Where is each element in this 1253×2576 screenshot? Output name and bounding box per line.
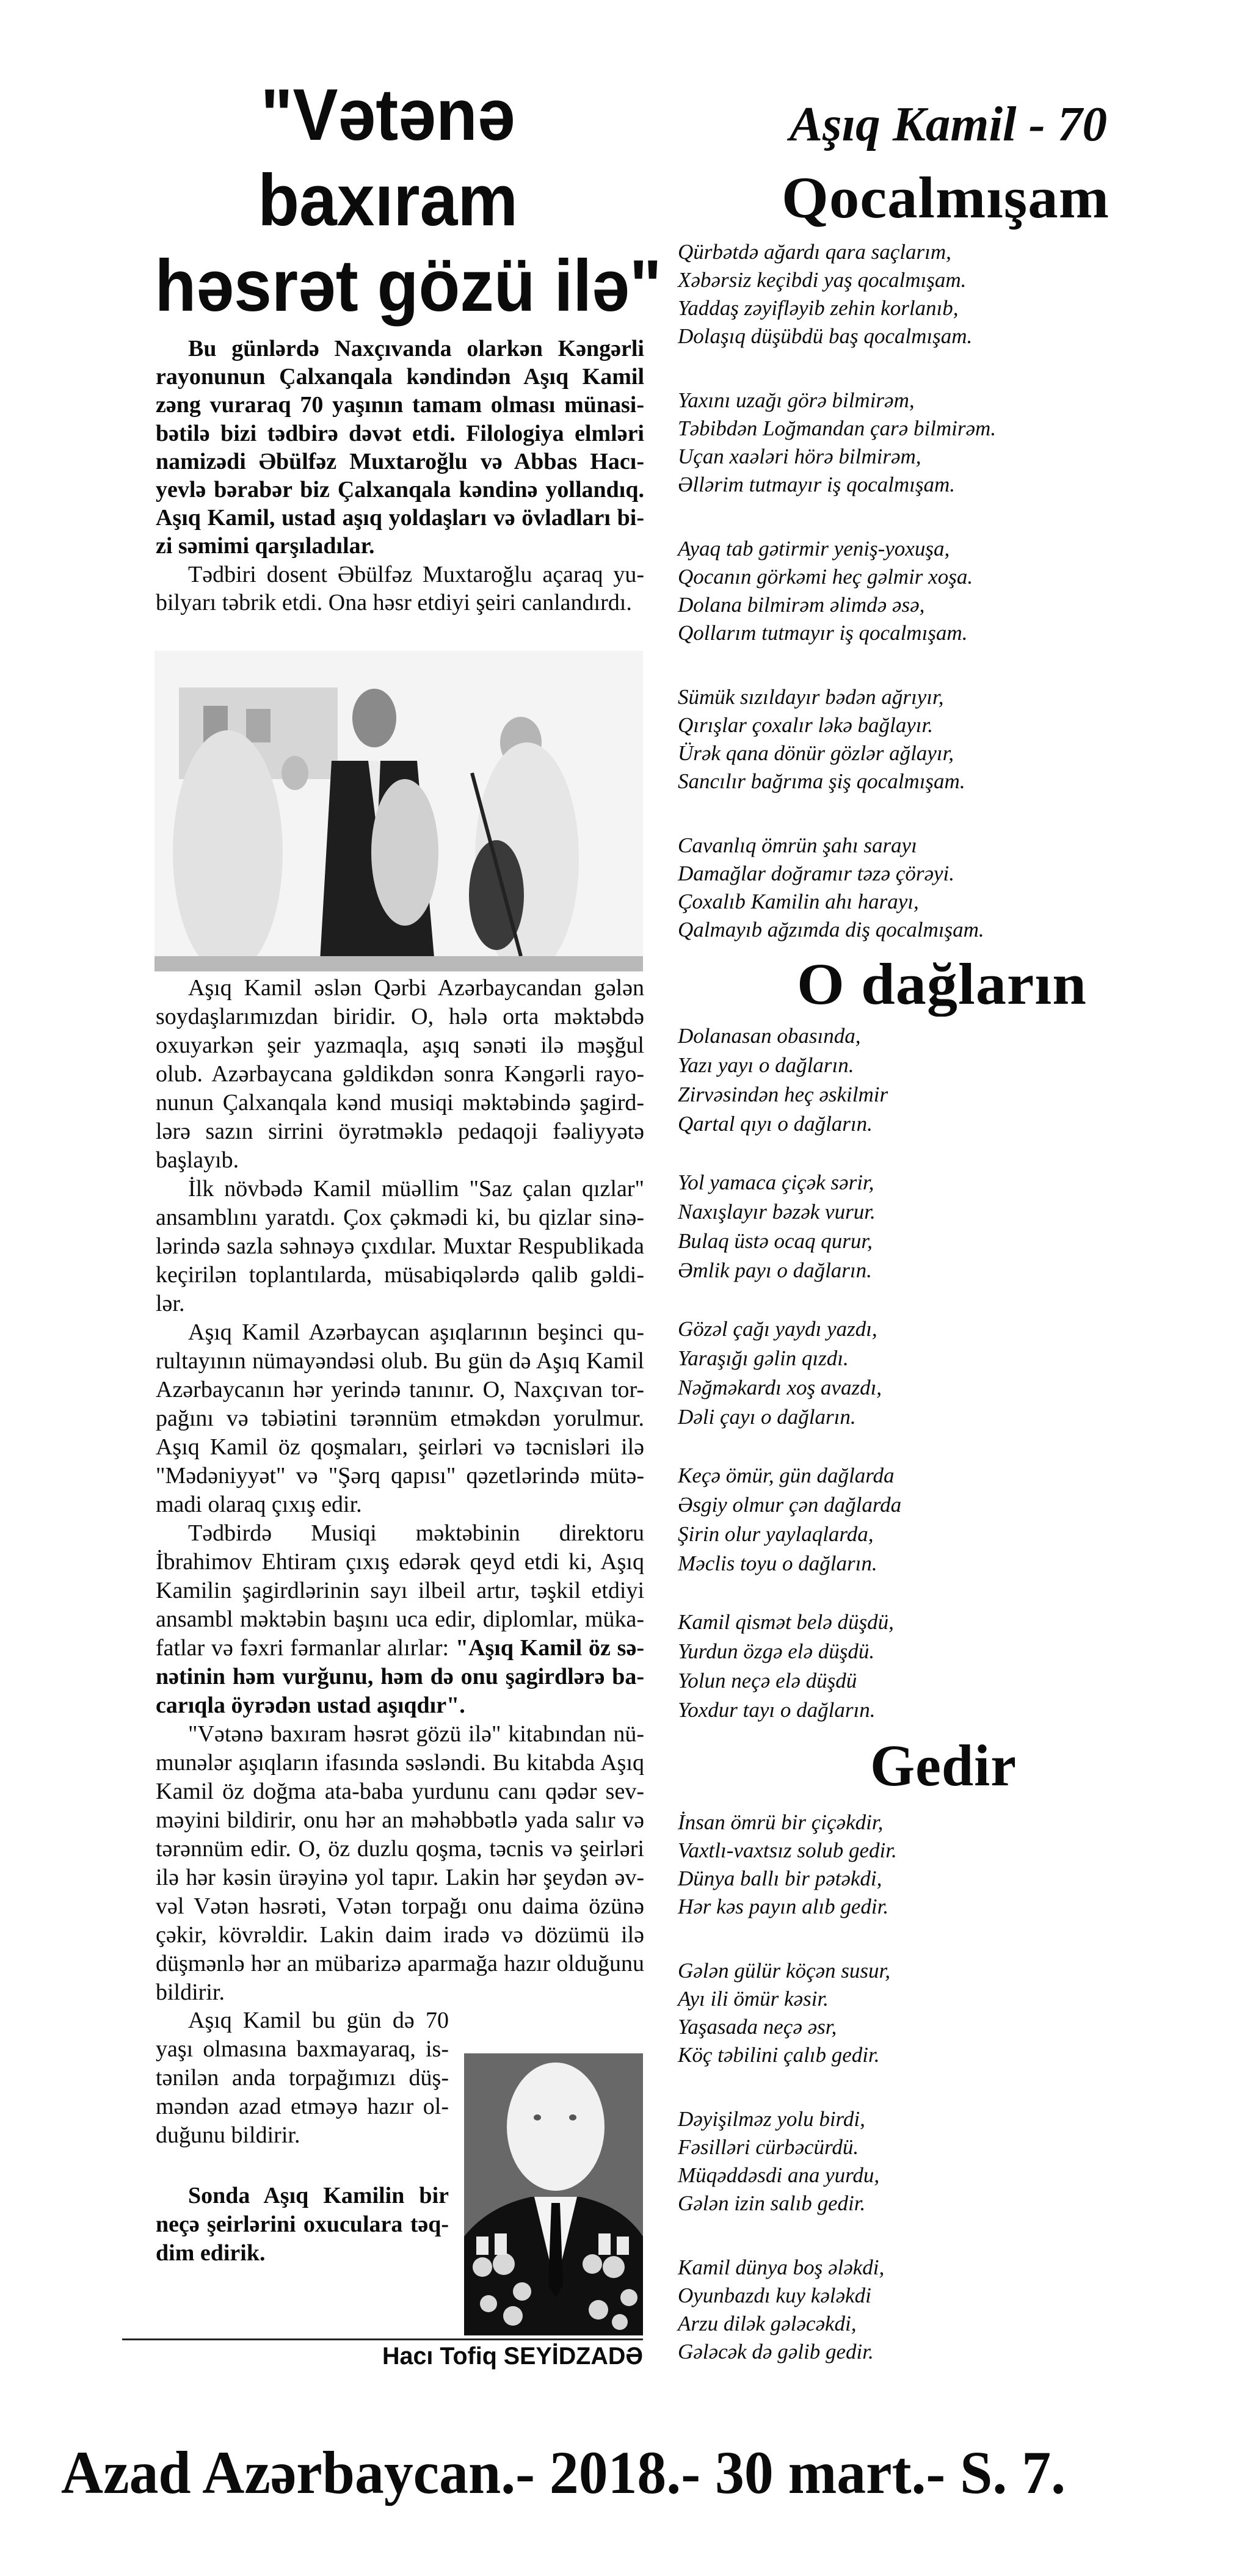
text-line: oxuyarkən şeir yazmaqla, aşıq sənəti ilə məşğul [156,1032,644,1058]
text-line: tənilən anda torpağımızı düş- [156,2065,449,2091]
poem-line: Xəbərsiz keçibdi yaş qocalmışam. [678,268,967,292]
poem-line: Keçə ömür, gün dağlarda [678,1464,895,1487]
portrait-photo-image [464,2053,643,2335]
poem-line: Hər kəs payın alıb gedir. [678,1895,889,1918]
poems-header-text: Aşıq Kamil - 70 [790,98,1107,151]
article-conclusion [156,2006,449,2268]
poem-line: Gələn gülür köçən susur, [678,1959,891,1983]
text-line: tərənnüm edir. O, öz duzlu qoşma, təcnis və şeirləri [156,1836,644,1862]
text-line: Tədbiri dosent Əbülfəz Muxtaroğlu açaraq yu- [188,561,644,587]
text-line: lərə sazın sirrini öyrətməklə pedaqoji fəaliyyətə [156,1119,644,1144]
poem-line: Damağlar doğramır təzə çörəyi. [678,862,955,885]
text-line: neçə şeirlərini oxuculara təq- [156,2211,449,2237]
poem-line: Yoxdur tayı o dağların. [678,1698,876,1722]
text-segment: fatlar və fəxri fərmanlar alırlar: [156,1635,456,1661]
poem-line: Dolanasan obasında, [678,1024,861,1048]
text-line: Azərbaycanın hər yerində tanınır. O, Naxçıvan tor- [156,1377,644,1402]
poem-line: Dəli çayı o dağların. [678,1405,856,1429]
poem-line: Ayı ili ömür kəsir. [678,1987,829,2011]
stanza [678,1809,1142,1921]
poem-line: Əllərim tutmayır iş qocalmışam. [678,473,956,496]
event-photo [154,651,643,971]
poem-line: Əmlik payı o dağların. [678,1258,872,1282]
poem-title: O dağların [797,951,1087,1017]
text-line: olub. Azərbaycana gəldikdən sonra Kəngərli rayo- [156,1061,644,1087]
source-citation [61,2436,1111,2509]
text-line: lər. [156,1291,185,1316]
poem-line: Uçan xaələri hörə bilmirəm, [678,444,921,468]
paragraph [156,561,644,617]
article-title-line: həsrət gözü ilə" [154,245,662,327]
article-title-line: baxıram [258,159,518,241]
paragraph [156,2006,449,2150]
stanza [678,535,1142,647]
poem-line: Təbibdən Loğmandan çarə bilmirəm. [678,416,997,440]
text-line: lərində sazla səhnəyə çıxdılar. Muxtar Respublikada [156,1233,644,1259]
poem-line: Fəsilləri cürbəcürdü. [678,2135,859,2159]
poem-line: Yurdun özgə elə düşdü. [678,1639,875,1663]
text-line: duğunu bildirir. [156,2122,300,2148]
poem-line: Bulaq üstə ocaq qurur, [678,1229,873,1253]
text-line: Aşıq Kamil, ustad aşıq yoldaşları və övladları bi- [156,505,644,531]
poem-title: Gedir [870,1733,1017,1798]
poem-line: Kamil dünya boş ələkdi, [678,2255,885,2279]
poem-line: Gələn izin salıb gedir. [678,2191,866,2215]
poem-line: Kamil qismət belə düşdü, [678,1610,894,1634]
poem-line: Gözəl çağı yaydı yazdı, [678,1317,877,1341]
text-line: Sonda Aşıq Kamilin bir [188,2183,449,2208]
author-name: Hacı Tofiq SEYİDZADƏ [382,2343,643,2370]
text-line: pağını və təbiətini tərənnüm etməkdən yorulmur. [156,1406,644,1431]
poem-title: Qocalmışam [782,165,1110,230]
poem-line: Sümük sızıldayır bədən ağrıyır, [678,685,944,709]
poem-line: Məclis toyu o dağların. [678,1551,877,1575]
poem-line: Qocanın görkəmi heç gəlmir xoşa. [678,565,973,589]
text-line: madi olaraq çıxış edir. [156,1492,362,1517]
poem-line: Müqəddəsdi ana yurdu, [678,2163,880,2187]
text-line: nunun Çalxanqala kənd musiqi məktəbində şagird- [156,1090,644,1116]
text-line: Aşıq Kamil əslən Qərbi Azərbaycandan gələn [188,975,644,1001]
article-intro [156,335,644,617]
text-line: İbrahimov Ehtiram çıxış edərək qeyd etdi ki, Aşıq [156,1549,644,1575]
poem-line: Dəyişilməz yolu birdi, [678,2107,865,2131]
poem-line: Yaşasada neçə əsr, [678,2015,837,2039]
event-photo-image [154,651,643,971]
poem-line: Ürək qana dönür gözlər ağlayır, [678,741,954,765]
stanza [678,1608,1142,1725]
author-byline [382,2342,643,2370]
poem-line: Yaddaş zəyifləyib zehin korlanıb, [678,296,959,320]
poem-line: Qalmayıb ağzımda diş qocalmışam. [678,918,984,942]
text-line: Aşıq Kamil öz qoşmaları, şeirləri və təcnisləri ilə [156,1434,644,1460]
paragraph [156,974,644,1175]
text-line: "Vətənə baxıram həsrət gözü ilə" kitabından nü- [188,1721,644,1747]
text-line: bətilə bizi tədbirə dəvət etdi. Filologiya elmləri [156,420,644,446]
poem-line: Köç təbilini çalıb gedir. [678,2043,880,2067]
text-line: vəl Vətən həsrəti, Vətən torpağı onu daima özünə [156,1893,644,1919]
text-line: məyini bildirir, onu hər an məhəbbətlə yada salır və [156,1807,644,1833]
poem-line: Yaraşığı gəlin qızdı. [678,1346,849,1370]
bold-quote-segment: nətinin həm vurğunu, həm də onu şagirdlərə ba- [156,1664,644,1689]
portrait-photo [464,2053,643,2335]
poem-line: Vaxtlı-vaxtsız solub gedir. [678,1838,897,1862]
poem-title-o-daglarin [797,950,1087,1018]
stanza [678,1957,1142,2069]
text-line [156,1691,644,1720]
poem-o-daglarin [678,1021,1142,1725]
stanza [678,1315,1142,1432]
stanza [678,683,1142,796]
text-line: munələr aşıqların ifasında səsləndi. Bu kitabda Aşıq [156,1750,644,1776]
poem-line: Naxışlayır bəzək vurur. [678,1200,876,1224]
stanza [678,1021,1142,1139]
stanza [678,386,1142,499]
paragraph [156,1519,644,1720]
text-line: Tədbirdə Musiqi məktəbinin direktoru [188,1520,644,1546]
stanza [678,238,1142,350]
article-title-line: "Vətənə [260,74,515,156]
text-line: Aşıq Kamil bu gün də 70 [188,2008,449,2033]
stanza [678,1461,1142,1578]
stanza [678,2254,1142,2366]
text-line: namizədi Əbülfəz Muxtaroğlu və Abbas Hacı- [156,448,644,474]
text-line [156,1634,644,1663]
text-line: başlayıb. [156,1147,239,1173]
poems-header [790,96,1107,153]
poem-line: Yol yamaca çiçək sərir, [678,1170,874,1194]
text-line: Kamil öz doğma ata-baba yurdunu canı qədər sev- [156,1779,644,1804]
text-line: soydaşlarımızdan biridir. O, hələ orta məktəbdə [156,1004,644,1029]
source-citation-text: Azad Azərbaycan.- 2018.- 30 mart.- S. 7. [61,2439,1066,2506]
text-line: keçirilən toplantılarda, müsabiqələrdə qalib gəldi- [156,1262,644,1288]
author-divider [122,2338,643,2340]
poem-line: Arzu dilək gələcəkdi, [678,2312,857,2335]
poem-line: Dünya ballı bir pətəkdi, [678,1867,882,1890]
text-line: yevlə bərabər biz Çalxanqala kəndinə yollandıq. [156,476,644,503]
poem-line: Qartal qıyı o dağların. [678,1112,873,1136]
text-line: çəkir, kövrəldir. Lakin daim iradə və dözümü ilə [156,1922,644,1948]
text-line: İlk növbədə Kamil müəllim "Saz çalan qızlar" [188,1176,644,1202]
text-line: ansamblını yaratdı. Çox çəkmədi ki, bu qizlar sinə- [156,1205,644,1230]
poem-line: Qürbətdə ağardı qara saçlarım, [678,240,951,264]
poem-line: Cavanlıq ömrün şahı sarayı [678,833,917,857]
text-line: ilə hər kəsin ürəyinə yol tapır. Lakin hər şeydən əv- [156,1865,644,1890]
poem-title-qocalmisam [782,164,1110,232]
poem-line: Qırışlar çoxalır ləkə bağlayır. [678,713,934,737]
poem-line: Zirvəsindən heç əskilmir [678,1083,888,1106]
text-line: Bu günlərdə Naxçıvanda olarkən Kəngərli [188,336,644,361]
poem-line: Yazı yayı o dağların. [678,1053,854,1077]
poem-line: Yolun neçə elə düşdü [678,1669,857,1693]
text-line [156,1663,644,1691]
article-body [156,974,644,2007]
poem-title-gedir [870,1732,1020,1800]
poem-line: Nəğməkardı xoş avazdı, [678,1376,882,1399]
poem-qocalmisam [678,238,1142,944]
poem-line: Əsgiy olmur çən dağlarda [678,1493,902,1517]
poem-line: Gələcək də gəlib gedir. [678,2340,874,2364]
text-line: zi səmimi qarşıladılar. [156,533,375,559]
stanza [678,2105,1142,2218]
text-line: Aşıq Kamil Azərbaycan aşıqlarının beşinci qu- [188,1319,644,1345]
poem-gedir [678,1809,1142,2366]
text-line: məndən azad etməyə hazır ol- [156,2094,449,2119]
poem-line: Şirin olur yaylaqlarda, [678,1522,874,1546]
poem-line: Yaxını uzağı görə bilmirəm, [678,388,915,412]
bold-quote-segment: carıqla öyrədən ustad aşıqdır". [156,1693,465,1718]
poem-line: Çoxalıb Kamilin ahı harayı, [678,890,919,913]
paragraph [156,1318,644,1519]
text-line: rayonunun Çalxanqala kəndindən Aşıq Kamil [156,364,644,390]
text-line: bildirir. [156,1979,225,2005]
text-line: dim edirik. [156,2240,266,2266]
paragraph [156,1720,644,2007]
poem-line: Dolana bilmirəm əlimdə əsə, [678,593,925,617]
text-line: Kamilin şagirdlərinin sayı ilbeil artır, təşkil etdiyi [156,1578,644,1603]
text-line: düşmənlə hər an mübarizə aparmağa hazır olduğunu [156,1951,644,1976]
poem-line: Sancılır bağrıma şiş qocalmışam. [678,769,965,793]
text-line: zəng vuraraq 70 yaşının tamam olması münasi- [156,392,644,418]
paragraph [156,1175,644,1318]
poem-line: İnsan ömrü bir çiçəkdir, [678,1810,884,1834]
paragraph [156,335,644,561]
text-line: yaşı olmasına baxmayaraq, is- [156,2036,449,2062]
text-line: "Mədəniyyət" və "Şərq qapısı" qəzetlərində mütə- [156,1463,644,1489]
text-line: bilyarı təbrik etdi. Ona həsr etdiyi şeiri canlandırdı. [156,589,632,615]
text-line: ansambl məktəbin başını uca edir, diplomlar, müka- [156,1606,644,1632]
poem-line: Qollarım tutmayır iş qocalmışam. [678,621,968,645]
article-title [134,72,662,328]
stanza [678,832,1142,944]
stanza [678,1168,1142,1285]
poem-line: Oyunbazdı kuy kələkdi [678,2284,871,2307]
text-line: rultayının nümayəndəsi olub. Bu gün də Aşıq Kamil [156,1348,644,1374]
paragraph [156,2182,449,2268]
poem-line: Ayaq tab gətirmir yeniş-yoxuşa, [678,537,950,561]
poem-line: Dolaşıq düşübdü baş qocalmışam. [678,324,973,348]
bold-quote-segment: "Aşıq Kamil öz sə- [455,1635,644,1661]
